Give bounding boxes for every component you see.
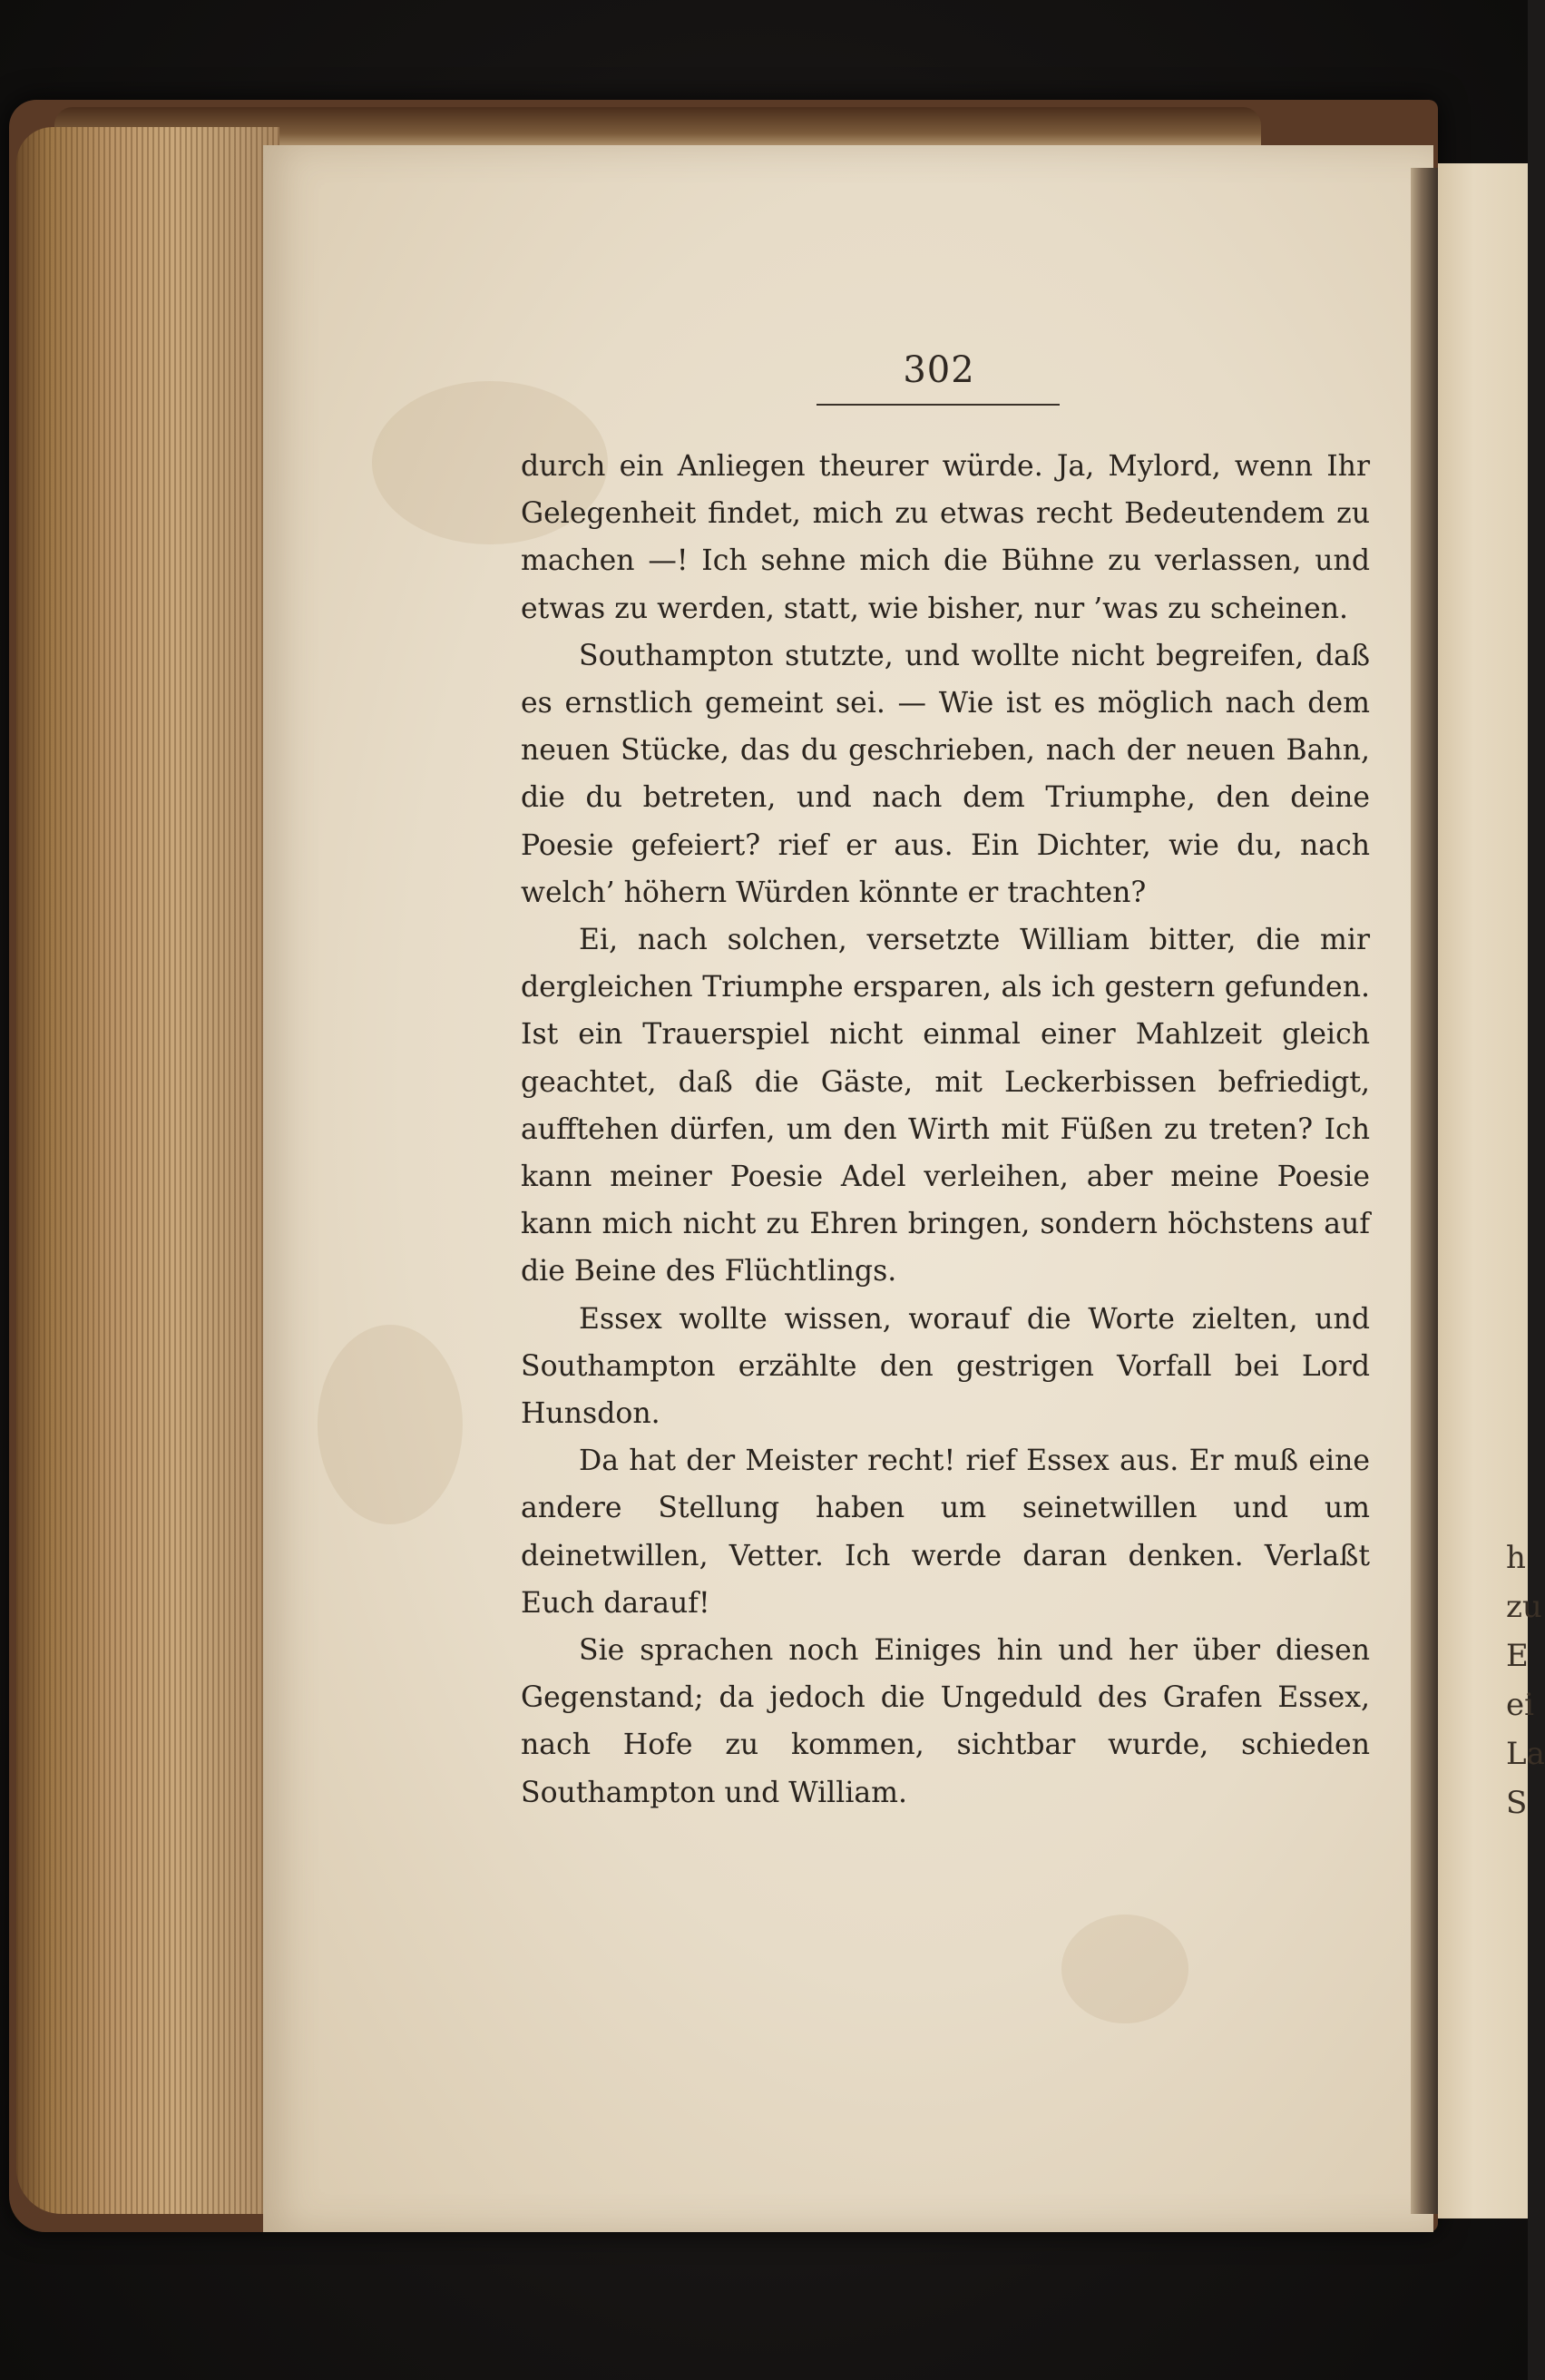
facing-fragment: zu [1506,1589,1542,1625]
paper-stain [318,1325,463,1524]
body-text [521,443,1370,1817]
paragraph: Essex wollte wissen, worauf die Worte zielten, und Southampton erzählte den gestrigen Vorfall bei Lord Hunsdon. [521,1302,1370,1431]
book-gutter [1411,168,1438,2214]
paragraph: Sie sprachen noch Einiges hin und her über diesen Gegenstand; da jedoch die Ungeduld des Grafen Essex, nach Hofe zu kommen, sichtbar wurde, schieden Southampton und William. [521,1634,1370,1809]
page-number: 302 [903,349,975,391]
facing-fragment: S [1506,1785,1528,1821]
facing-fragment: E [1506,1638,1529,1674]
facing-page [1438,163,1545,2218]
paragraph: Ei, nach solchen, versetzte William bitter, die mir dergleichen Triumphe ersparen, als ich gestern gefunden. Ist ein Trauerspiel nicht einmal einer Mahlzeit gleich geachtet, daß die Gäste, mit Leckerbissen befriedigt, aufftehen dürfen, um den Wirth mit Füßen zu treten? Ich kann meiner Poesie Adel verleihen, aber meine Poesie kann mich nicht zu Ehren bringen, sondern höchstens auf die Beine des Flüchtlings. [521,924,1370,1288]
facing-fragment: h [1506,1540,1526,1576]
paragraph: durch ein Anliegen theurer würde. Ja, Mylord, wenn Ihr Gelegenheit findet, mich zu etwas recht Bedeutendem zu machen —! Ich sehne mich die Bühne zu verlassen, und etwas zu werden, statt, wie bisher, nur ’was zu scheinen. [521,450,1370,625]
facing-fragment: ei [1506,1687,1534,1723]
facing-fragment: La [1506,1736,1545,1772]
header-rule [817,404,1060,406]
paragraph: Southampton stutzte, und wollte nicht begreifen, daß es ernstlich gemeint sei. — Wie ist es möglich nach dem neuen Stücke, das du geschrieben, nach der neuen Bahn, die du betreten, und nach dem Triumphe, den deine Poesie gefeiert? rief er aus. Ein Dichter, wie du, nach welch’ höhern Würden könnte er trachten? [521,639,1370,909]
paragraph: Da hat der Meister recht! rief Essex aus. Er muß eine andere Stellung haben um seinetwillen und um deinetwillen, Vetter. Ich werde daran denken. Verlaßt Euch darauf! [521,1445,1370,1620]
paper-stain [1061,1915,1188,2023]
facing-page-text [1506,1533,1545,1827]
page-edges [16,127,279,2214]
